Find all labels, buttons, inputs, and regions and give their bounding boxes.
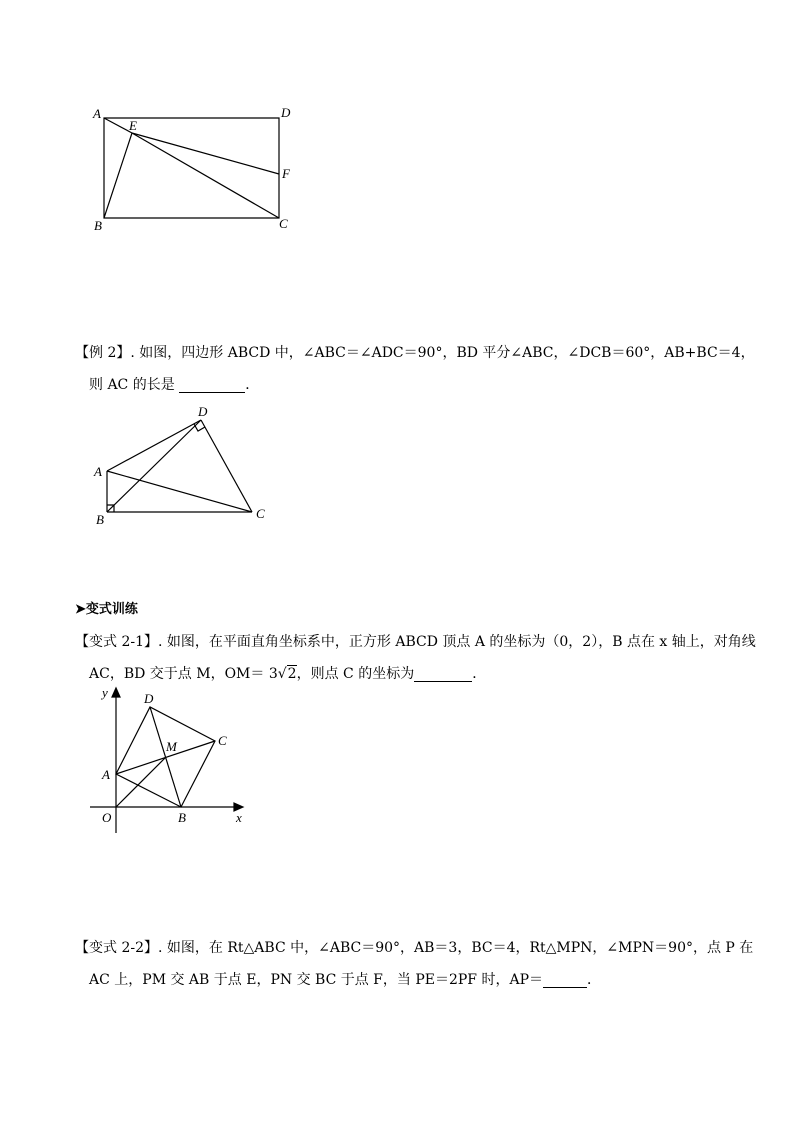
figure-rectangle-abcd	[85, 100, 315, 240]
variant-2-1-line-2-suffix: ．	[472, 666, 487, 682]
label-c: C	[218, 733, 227, 748]
variant-2-2-text	[75, 932, 754, 996]
label-a: A	[102, 767, 110, 782]
example-2-tag: 【例 2】	[75, 345, 131, 361]
figure-coordinate-square	[88, 685, 258, 835]
segment-be	[104, 133, 132, 218]
segment-om	[116, 757, 166, 807]
label-c: C	[256, 506, 265, 521]
answer-blank[interactable]	[543, 971, 587, 988]
section-heading: ➤变式训练	[75, 602, 138, 617]
figure-quadrilateral-abcd	[88, 402, 288, 532]
example-2-line-2-prefix: 则 AC 的长是	[89, 377, 175, 393]
label-b: B	[96, 512, 104, 527]
segment-cd	[201, 420, 252, 512]
answer-blank[interactable]	[414, 665, 472, 682]
label-m: M	[166, 739, 177, 754]
variant-2-1-text	[75, 626, 756, 690]
label-d: D	[144, 691, 154, 706]
label-a: A	[94, 464, 102, 479]
label-x: x	[236, 810, 242, 825]
variant-2-1-line-2-prefix: AC，BD 交于点 M，OM＝ 3	[89, 666, 278, 682]
label-c: C	[279, 216, 288, 231]
label-e: E	[129, 118, 137, 133]
y-axis-arrow	[112, 688, 120, 697]
example-2-text	[75, 337, 755, 401]
variant-2-1-line-2-mid: ，则点 C 的坐标为	[296, 666, 415, 682]
segment-bd	[107, 420, 201, 512]
segment-da	[107, 420, 201, 471]
example-2-line-2-suffix: ．	[245, 377, 260, 393]
label-d: D	[281, 105, 291, 120]
sqrt-expression: √2	[277, 666, 297, 682]
variant-2-1-line-1: . 如图，在平面直角坐标系中，正方形 ABCD 顶点 A 的坐标为（0，2），B 点在 x 轴上，对角线	[158, 634, 756, 650]
label-a: A	[93, 106, 101, 121]
variant-2-2-line-1: . 如图，在 Rt△ABC 中，∠ABC＝90°，AB＝3，BC＝4，Rt△MPN，∠MPN＝90°，点 P 在	[158, 940, 754, 956]
segment-ef	[132, 133, 279, 174]
variant-2-2-tag: 【变式 2-2】	[75, 940, 158, 956]
example-2-line-1: . 如图，四边形 ABCD 中，∠ABC＝∠ADC＝90°，BD 平分∠ABC，∠DCB＝60°，AB+BC＝4，	[130, 345, 755, 361]
segment-ae	[104, 118, 132, 133]
label-o: O	[102, 810, 112, 825]
sqrt-radicand: 2	[287, 666, 297, 682]
label-b: B	[178, 810, 186, 825]
variant-2-1-tag: 【变式 2-1】	[75, 634, 158, 650]
answer-blank[interactable]	[179, 376, 245, 393]
label-b: B	[94, 218, 102, 233]
variant-2-2-line-2-suffix: ．	[587, 972, 602, 988]
segment-ec	[132, 133, 279, 218]
label-d: D	[198, 404, 208, 419]
label-f: F	[282, 166, 290, 181]
label-y: y	[102, 685, 108, 700]
variant-2-2-line-2-prefix: AC 上，PM 交 AB 于点 E，PN 交 BC 于点 F，当 PE＝2PF 时，AP＝	[89, 972, 544, 988]
